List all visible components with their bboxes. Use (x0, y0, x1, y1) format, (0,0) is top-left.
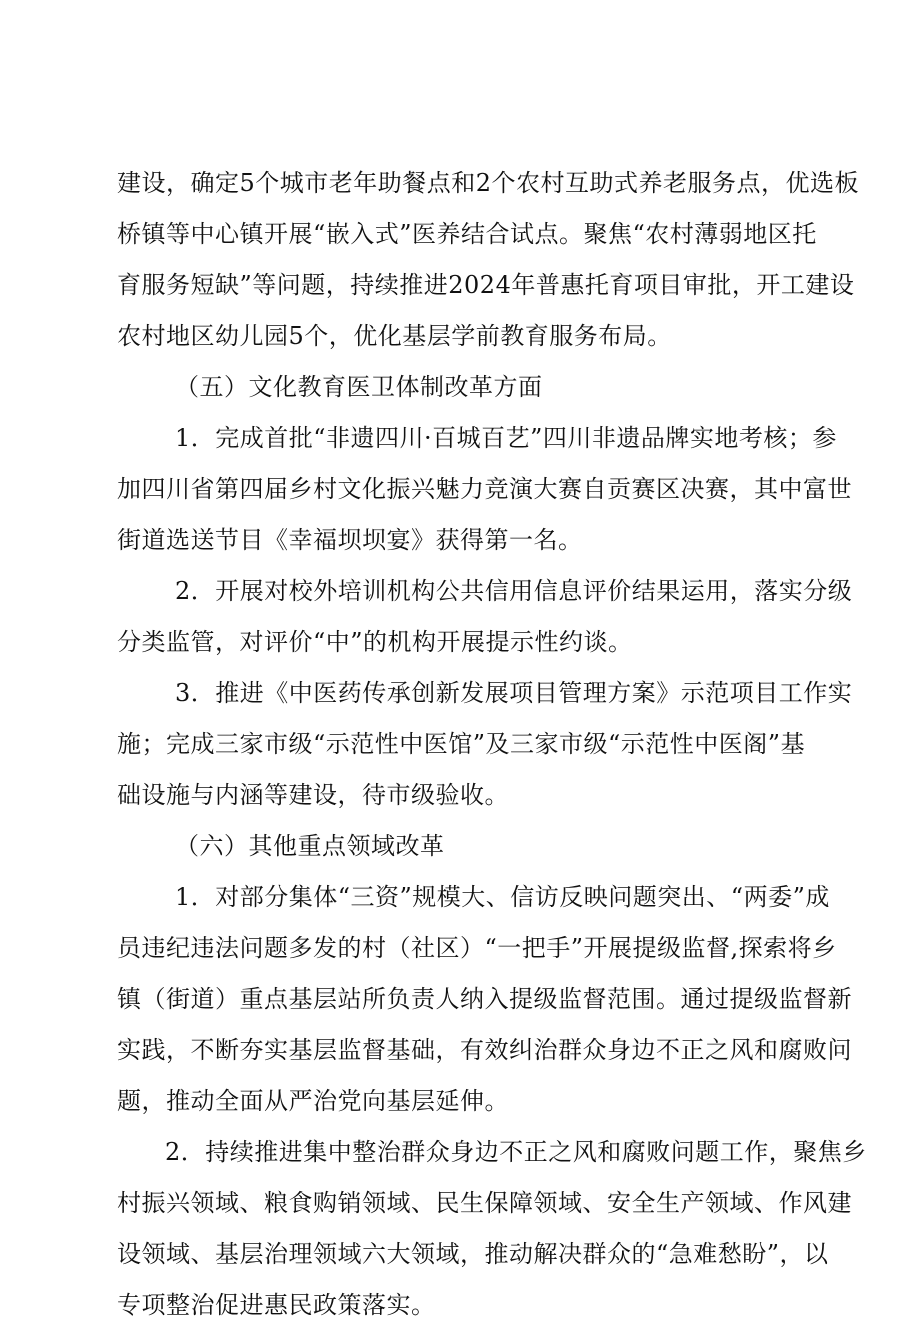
paragraph-line: 2．持续推进集中整治群众身边不正之风和腐败问题工作，聚焦乡 (165, 1138, 867, 1166)
section-heading-6: （六）其他重点领域改革 (175, 832, 445, 860)
paragraph-line: 设领域、基层治理领域六大领域，推动解决群众的“急难愁盼”，以 (117, 1240, 829, 1268)
paragraph-line: 1．对部分集体“三资”规模大、信访反映问题突出、“两委”成 (175, 883, 830, 911)
paragraph-line: 题，推动全面从严治党向基层延伸。 (117, 1087, 509, 1115)
paragraph-line: 村振兴领域、粮食购销领域、民生保障领域、安全生产领域、作风建 (117, 1189, 852, 1217)
paragraph-line: 础设施与内涵等建设，待市级验收。 (117, 781, 509, 809)
paragraph-line: 农村地区幼儿园5个，优化基层学前教育服务布局。 (117, 322, 672, 350)
paragraph-line: 员违纪违法问题多发的村（社区）“一把手”开展提级监督,探索将乡 (117, 934, 837, 962)
paragraph-line: 实践，不断夯实基层监督基础，有效纠治群众身边不正之风和腐败问 (117, 1036, 852, 1064)
paragraph-line: 专项整治促进惠民政策落实。 (117, 1291, 436, 1319)
paragraph-line: 施；完成三家市级“示范性中医馆”及三家市级“示范性中医阁”基 (117, 730, 806, 758)
paragraph-line: 2．开展对校外培训机构公共信用信息评价结果运用，落实分级 (175, 577, 853, 605)
paragraph-line: 镇（街道）重点基层站所负责人纳入提级监督范围。通过提级监督新 (117, 985, 852, 1013)
section-heading-5: （五）文化教育医卫体制改革方面 (175, 373, 543, 401)
paragraph-line: 桥镇等中心镇开展“嵌入式”医养结合试点。聚焦“农村薄弱地区托 (117, 220, 817, 248)
paragraph-line: 街道选送节目《幸福坝坝宴》获得第一名。 (117, 526, 583, 554)
paragraph-line: 分类监管，对评价“中”的机构开展提示性约谈。 (117, 628, 633, 656)
paragraph-line: 加四川省第四届乡村文化振兴魅力竞演大赛自贡赛区决赛，其中富世 (117, 475, 852, 503)
document-body (117, 158, 867, 1331)
paragraph-line: 1．完成首批“非遗四川·百城百艺”四川非遗品牌实地考核；参 (175, 424, 837, 452)
paragraph-line: 育服务短缺”等问题，持续推进2024年普惠托育项目审批，开工建设 (117, 271, 855, 299)
paragraph-line: 建设，确定5个城市老年助餐点和2个农村互助式养老服务点，优选板 (117, 169, 860, 197)
paragraph-line: 3．推进《中医药传承创新发展项目管理方案》示范项目工作实 (175, 679, 853, 707)
